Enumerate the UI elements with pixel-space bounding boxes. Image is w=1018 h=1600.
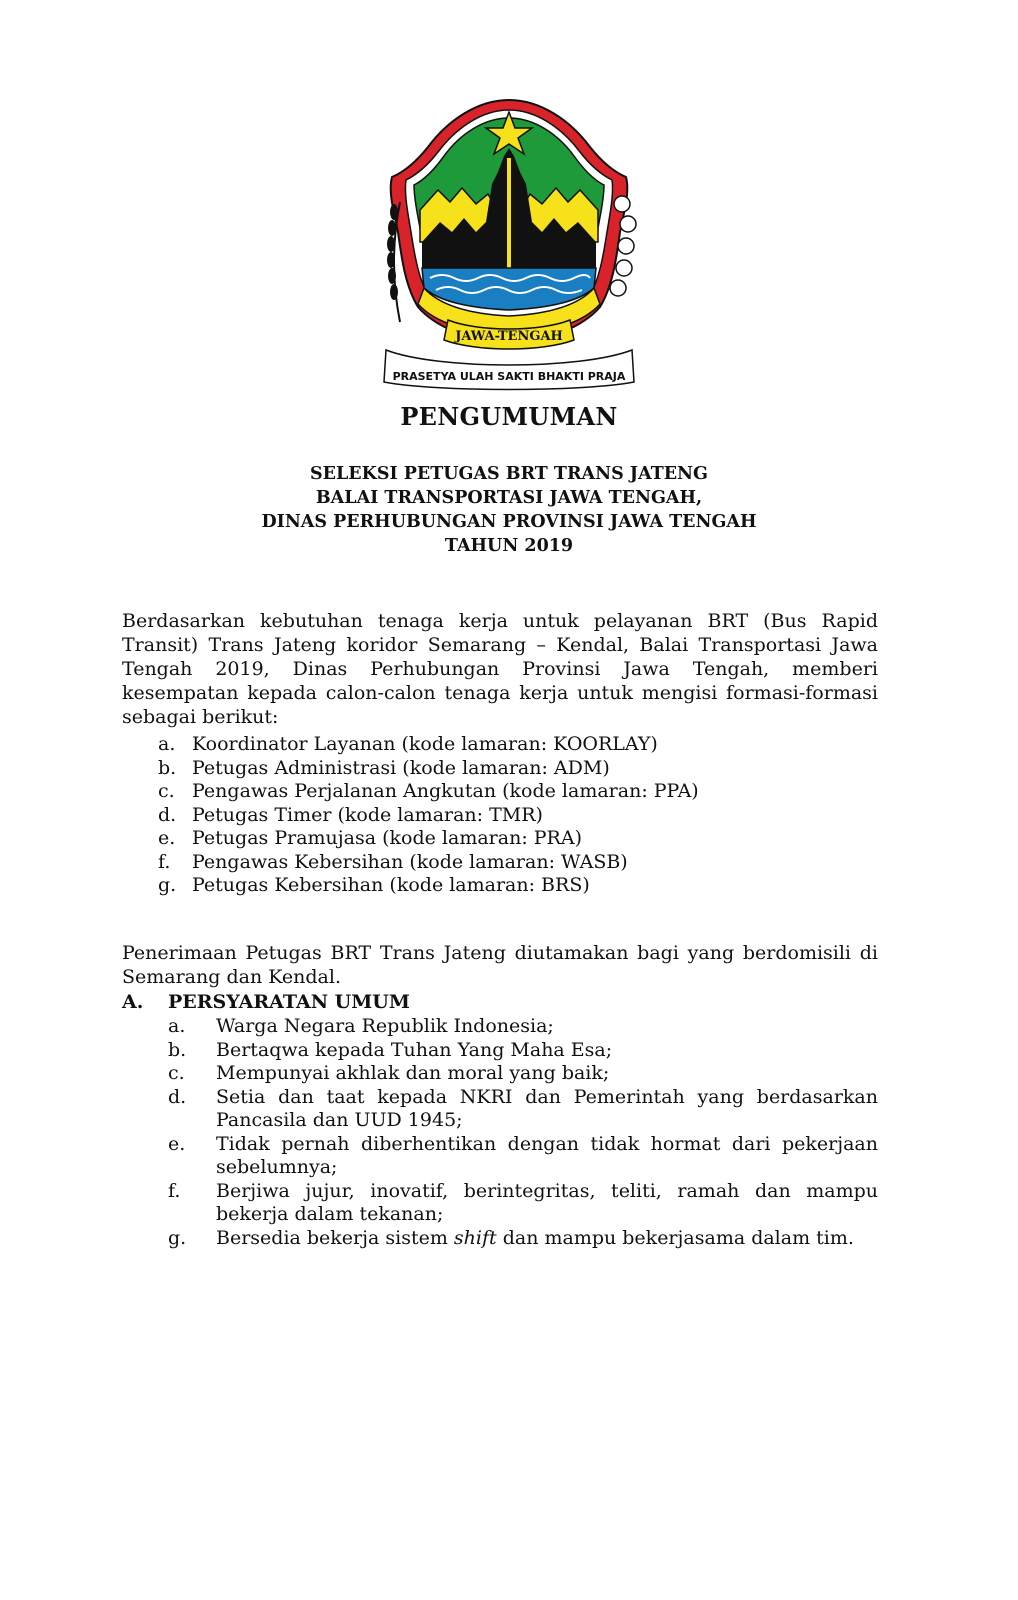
position-text: Petugas Timer (kode lamaran: TMR) xyxy=(192,803,543,826)
list-marker: e. xyxy=(168,1132,186,1155)
domicile-paragraph: Penerimaan Petugas BRT Trans Jateng diutamakan bagi yang berdomisili di Semarang dan Kendal. xyxy=(122,942,878,988)
position-text: Petugas Pramujasa (kode lamaran: PRA) xyxy=(192,827,582,849)
requirement-text: Bertaqwa kepada Tuhan Yang Maha Esa; xyxy=(216,1038,613,1061)
requirement-text: Setia dan taat kepada NKRI dan Pemerintah yang berdasarkan Pancasila dan UUD 1945; xyxy=(216,1085,878,1131)
position-item xyxy=(158,733,878,757)
list-marker: f. xyxy=(168,1179,181,1202)
position-text: Pengawas Perjalanan Angkutan (kode lamaran: PPA) xyxy=(192,780,699,802)
subtitle-line: TAHUN 2019 xyxy=(444,536,574,556)
emblem-motto-text: PRASETYA ULAH SAKTI BHAKTI PRAJA xyxy=(392,370,626,383)
list-marker: a. xyxy=(158,733,176,755)
emblem-banner-text: JAWA-TENGAH xyxy=(455,329,563,344)
subtitle-line: DINAS PERHUBUNGAN PROVINSI JAWA TENGAH xyxy=(261,512,757,532)
list-marker: a. xyxy=(168,1015,186,1037)
requirement-item xyxy=(168,1039,878,1063)
position-text: Pengawas Kebersihan (kode lamaran: WASB) xyxy=(192,850,628,873)
intro-paragraph: Berdasarkan kebutuhan tenaga kerja untuk pelayanan BRT (Bus Rapid Transit) Trans Jateng koridor Semarang – Kendal, Balai Transportasi Jawa Tengah 2019, Dinas Perhubungan Provinsi Jawa Tengah, memberi kesempatan kepada calon-calon tenaga kerja untuk mengisi formasi-formasi sebagai berikut: xyxy=(122,610,878,728)
position-text: Petugas Administrasi (kode lamaran: ADM) xyxy=(192,756,610,779)
position-item xyxy=(158,851,878,875)
list-marker: b. xyxy=(158,756,177,779)
list-marker: d. xyxy=(168,1085,187,1108)
requirement-italic-term: shift xyxy=(453,1226,497,1249)
list-marker: b. xyxy=(168,1038,187,1061)
requirement-text: Warga Negara Republik Indonesia; xyxy=(216,1015,554,1037)
subtitle-line: SELEKSI PETUGAS BRT TRANS JATENG xyxy=(310,464,708,484)
requirements-list xyxy=(168,1015,878,1250)
requirement-text: Berjiwa jujur, inovatif, berintegritas, teliti, ramah dan mampu bekerja dalam tekanan; xyxy=(216,1179,878,1225)
list-marker: g. xyxy=(158,874,177,896)
position-item xyxy=(158,804,878,828)
position-item xyxy=(158,780,878,804)
section-a-heading xyxy=(122,990,410,1014)
requirement-item xyxy=(168,1227,878,1251)
list-marker: d. xyxy=(158,803,177,826)
list-marker: e. xyxy=(158,827,176,849)
requirement-item xyxy=(168,1180,878,1227)
requirement-item xyxy=(168,1086,878,1133)
jawa-tengah-emblem xyxy=(378,92,640,392)
requirement-item xyxy=(168,1062,878,1086)
requirement-text-part: dan mampu bekerjasama dalam tim. xyxy=(502,1226,854,1249)
position-list xyxy=(158,733,878,898)
list-marker: c. xyxy=(158,780,175,802)
requirement-text xyxy=(216,1227,878,1251)
list-marker: g. xyxy=(168,1226,187,1249)
list-marker: c. xyxy=(168,1062,185,1084)
subtitle-block xyxy=(0,462,1018,558)
subtitle-line: BALAI TRANSPORTASI JAWA TENGAH, xyxy=(315,488,703,508)
position-item xyxy=(158,874,878,898)
requirement-text: Mempunyai akhlak dan moral yang baik; xyxy=(216,1062,610,1084)
position-item xyxy=(158,827,878,851)
section-title: PERSYARATAN UMUM xyxy=(168,991,410,1013)
requirement-item xyxy=(168,1015,878,1039)
list-marker: f. xyxy=(158,850,171,873)
requirement-text: Tidak pernah diberhentikan dengan tidak hormat dari pekerjaan sebelumnya; xyxy=(216,1132,878,1178)
requirement-item xyxy=(168,1133,878,1180)
position-text: Petugas Kebersihan (kode lamaran: BRS) xyxy=(192,874,590,896)
section-letter: A. xyxy=(122,991,144,1013)
emblem-spire xyxy=(507,158,511,286)
position-item xyxy=(158,757,878,781)
page-title: PENGUMUMAN xyxy=(400,402,618,431)
position-text: Koordinator Layanan (kode lamaran: KOORLAY) xyxy=(192,733,658,755)
requirement-text-part: Bersedia bekerja sistem xyxy=(216,1226,448,1249)
